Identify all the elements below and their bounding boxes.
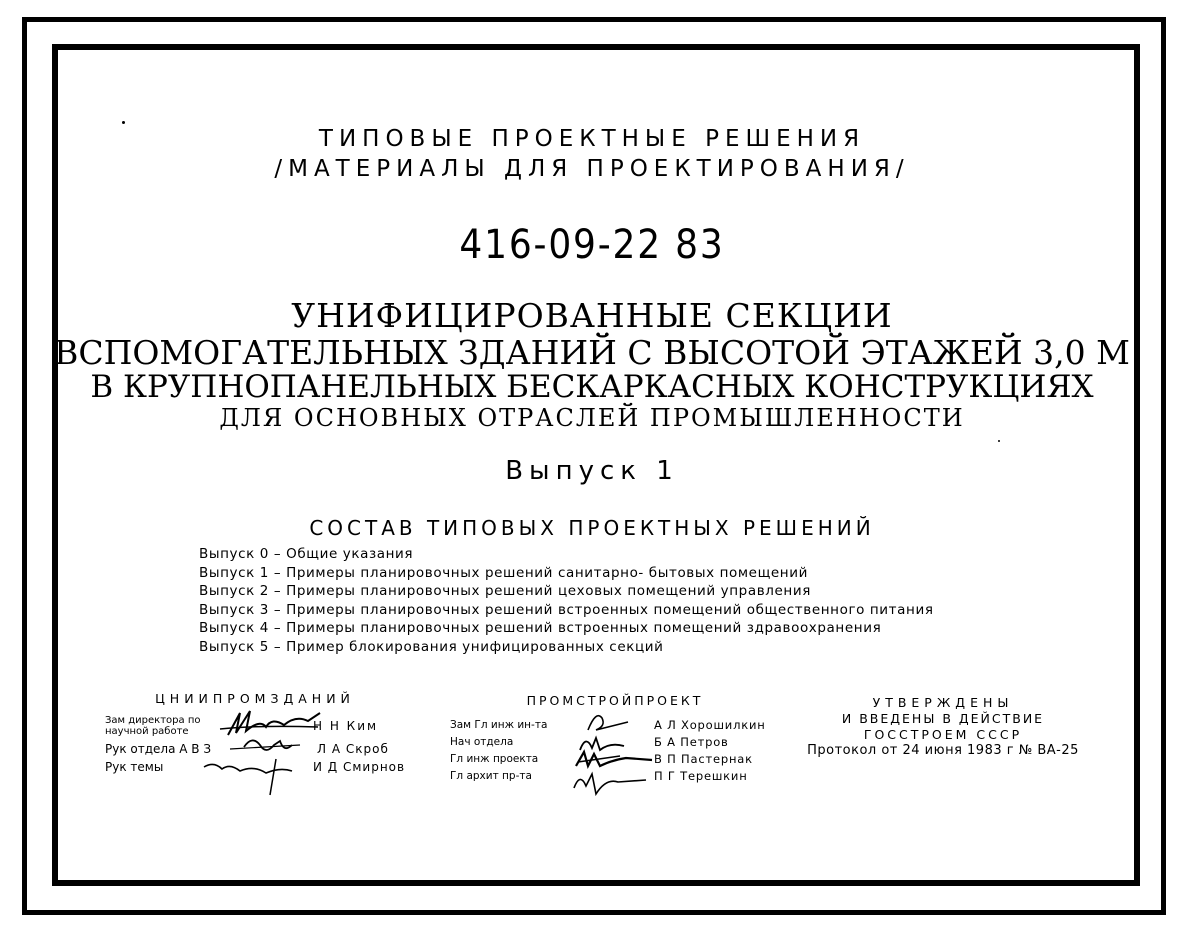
composition-list	[199, 545, 934, 656]
person-name: П Г Терешкин	[654, 769, 748, 783]
project-code: 416-09-22 83	[459, 222, 725, 268]
list-item: Выпуск 4 – Примеры планировочных решений встроенных помещений здравоохранения	[199, 620, 882, 636]
ink-speck	[122, 121, 125, 124]
ink-speck	[998, 440, 1000, 442]
handwritten-signatures	[200, 705, 325, 800]
approval-block	[788, 695, 1098, 759]
series-title: ТИПОВЫЕ ПРОЕКТНЫЕ РЕШЕНИЯ	[318, 126, 866, 152]
person-name: А Л Хорошилкин	[654, 718, 766, 732]
role-label: Рук отдела А В З	[105, 742, 212, 756]
person-name: И Д Смирнов	[313, 760, 406, 774]
series-subtitle: /МАТЕРИАЛЫ ДЛЯ ПРОЕКТИРОВАНИЯ/	[274, 156, 910, 182]
handwritten-signatures	[566, 708, 656, 800]
list-item: Выпуск 1 – Примеры планировочных решений санитарно- бытовых помещений	[199, 564, 808, 581]
role-label: Зам Гл инж ин-та	[450, 719, 548, 731]
approval-line: ГОССТРОЕМ СССР	[863, 727, 1023, 742]
issue-number: Выпуск 1	[505, 456, 679, 486]
list-item: Выпуск 2 – Примеры планировочных решений цеховых помещений управления	[199, 583, 811, 599]
approval-protocol: Протокол от 24 июня 1983 г № ВА-25	[807, 743, 1079, 758]
approval-line: УТВЕРЖДЕНЫ	[872, 695, 1014, 710]
role-label: Гл архит пр-та	[450, 770, 532, 782]
org-name: ЦНИИПРОМЗДАНИЙ	[155, 691, 355, 706]
person-name: Л А Скроб	[317, 742, 389, 756]
main-title-line-1: УНИФИЦИРОВАННЫЕ СЕКЦИИ	[291, 296, 893, 335]
composition-heading: СОСТАВ ТИПОВЫХ ПРОЕКТНЫХ РЕШЕНИЙ	[309, 516, 875, 540]
role-label: Рук темы	[105, 760, 164, 774]
person-name: В П Пастернак	[654, 752, 753, 766]
main-title-line-4: ДЛЯ ОСНОВНЫХ ОТРАСЛЕЙ ПРОМЫШЛЕННОСТИ	[219, 404, 965, 432]
org-name: ПРОМСТРОЙПРОЕКТ	[526, 693, 704, 708]
role-label: Зам директора по научной работе	[105, 715, 201, 737]
list-item: Выпуск 0 – Общие указания	[199, 546, 414, 562]
main-title-line-2: ВСПОМОГАТЕЛЬНЫХ ЗДАНИЙ С ВЫСОТОЙ ЭТАЖЕЙ 3,0 М	[54, 333, 1130, 372]
role-label: Нач отдела	[450, 736, 514, 748]
list-item: Выпуск 3 – Примеры планировочных решений встроенных помещений общественного питания	[199, 601, 934, 618]
approval-line: И ВВЕДЕНЫ В ДЕЙСТВИЕ	[841, 711, 1045, 726]
person-name: Б А Петров	[654, 735, 729, 749]
list-item: Выпуск 5 – Пример блокирования унифицированных секций	[199, 638, 664, 655]
role-label: Гл инж проекта	[450, 753, 539, 765]
main-title-line-3: В КРУПНОПАНЕЛЬНЫХ БЕСКАРКАСНЫХ КОНСТРУКЦИЯХ	[90, 369, 1094, 405]
person-name: Н Н Ким	[313, 719, 379, 733]
